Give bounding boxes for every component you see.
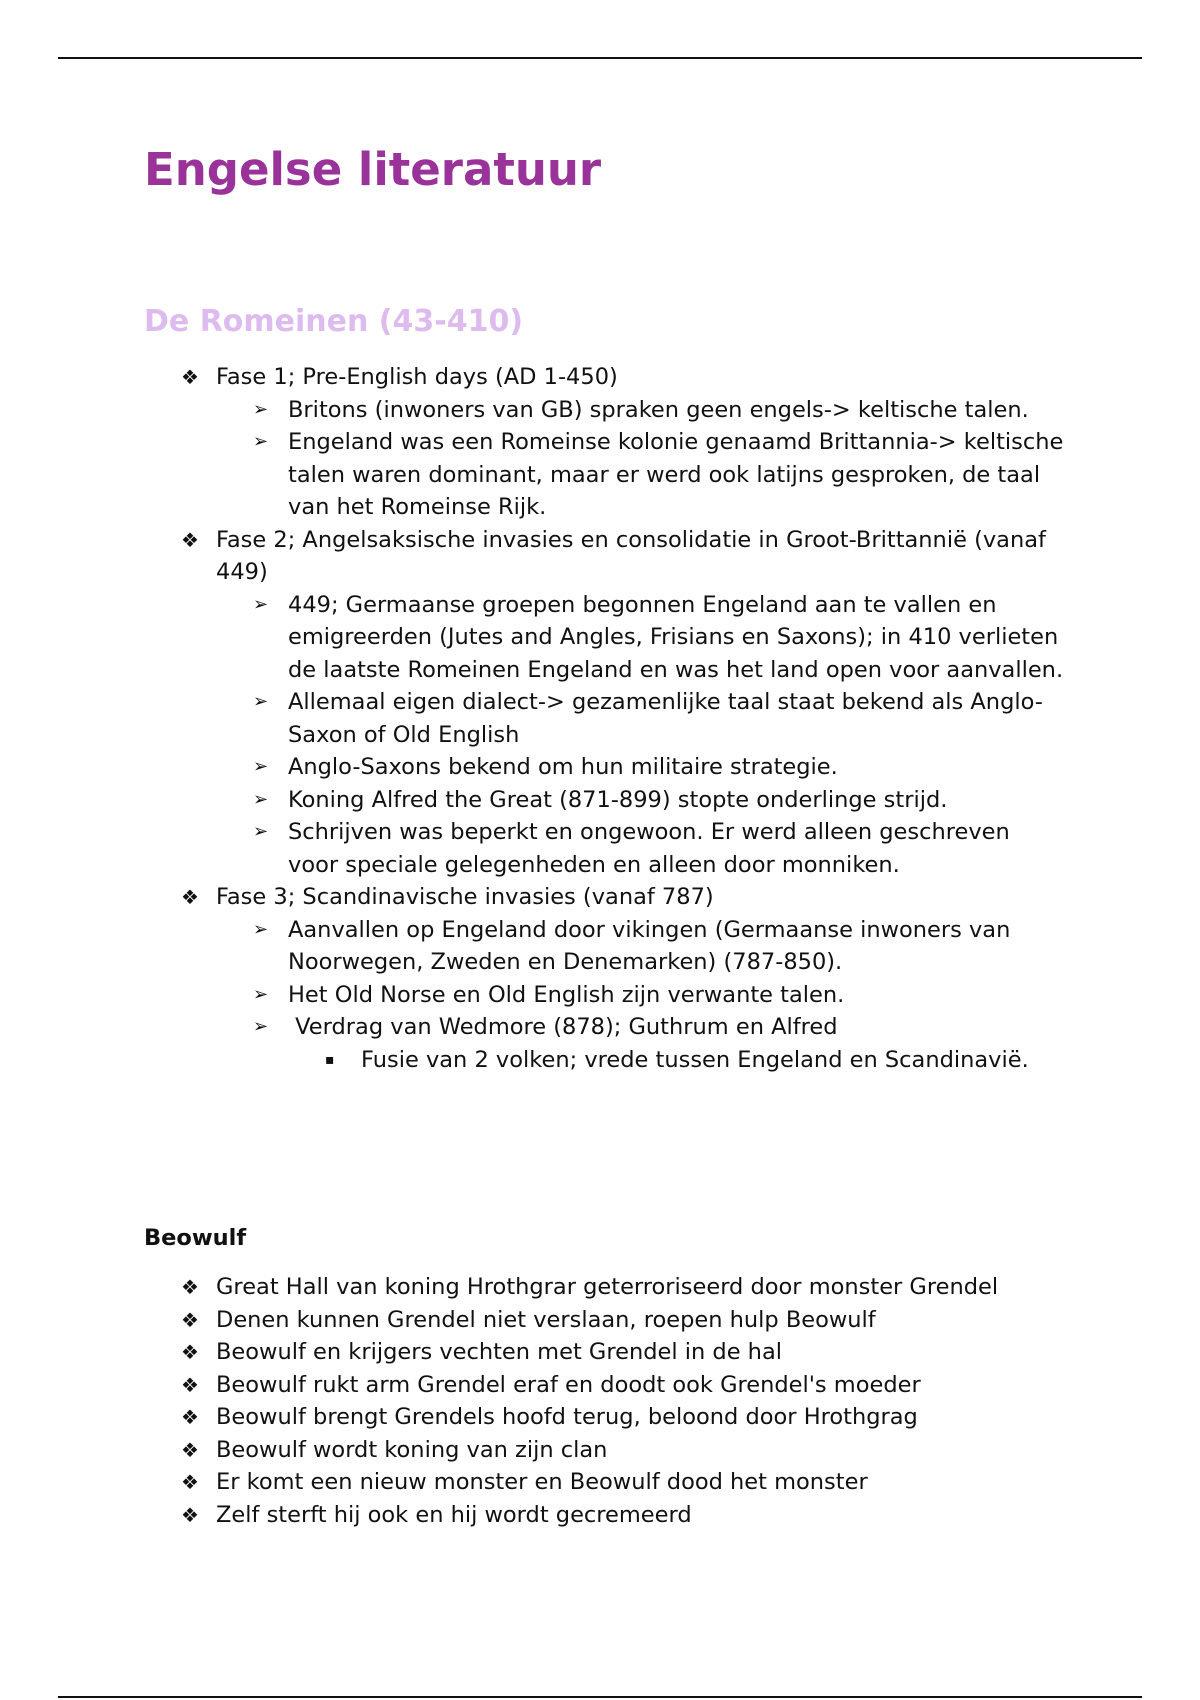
section-heading-romeinen: De Romeinen (43-410): [144, 304, 524, 339]
diamond-four-petal-icon: ❖: [181, 1340, 199, 1364]
list-item-text: Het Old Norse en Old English zijn verwante talen.: [288, 981, 845, 1008]
list-item: [144, 1369, 1104, 1402]
list-item: [144, 914, 1064, 979]
arrowhead-icon: ➢: [253, 756, 269, 777]
sub-list-item-text: Fusie van 2 volken; vrede tussen Engeland en Scandinavië.: [361, 1046, 1029, 1073]
list-item: [144, 1336, 1104, 1369]
document-title: Engelse literatuur: [144, 143, 602, 196]
list-item-text: Er komt een nieuw monster en Beowulf dood het monster: [216, 1469, 868, 1495]
list-item-text: Anglo-Saxons bekend om hun militaire strategie.: [288, 754, 838, 780]
diamond-four-petal-icon: ❖: [181, 1437, 199, 1462]
list-item-text: Aanvallen op Engeland door vikingen (Germaanse inwoners van Noorwegen, Zweden en Denemarken) (787-850).: [288, 916, 1011, 975]
list-item: [144, 589, 1064, 687]
list-item-text: Schrijven was beperkt en ongewoon. Er werd alleen geschreven voor speciale gelegenheden en alleen door monniken.: [288, 819, 1010, 878]
arrowhead-icon: ➢: [253, 1016, 269, 1037]
list-item: [144, 394, 1064, 427]
arrowhead-icon: ➢: [253, 788, 269, 810]
diamond-four-petal-icon: ❖: [181, 1275, 199, 1299]
list-item-text: Beowulf rukt arm Grendel eraf en doodt ook Grendel's moeder: [216, 1371, 921, 1398]
square-icon: ▪: [325, 1051, 335, 1068]
list-item-text: Engeland was een Romeinse kolonie genaamd Brittannia-> keltische talen waren dominant, maar er werd ook latijns gesproken, de taal van het Romeinse Rijk.: [288, 429, 1064, 520]
arrowhead-icon: ➢: [253, 431, 269, 452]
list-item: [144, 979, 1064, 1012]
list-item-text: Beowulf en krijgers vechten met Grendel in de hal: [216, 1339, 782, 1365]
diamond-four-petal-icon: ❖: [181, 527, 199, 552]
list-item: [144, 1499, 1104, 1532]
phase-item: [144, 881, 1064, 914]
bottom-rule: [58, 1696, 1142, 1698]
arrowhead-icon: ➢: [253, 691, 269, 712]
list-item-text: Beowulf brengt Grendels hoofd terug, beloond door Hrothgrag: [216, 1404, 918, 1430]
list-item: [144, 784, 1064, 817]
list-item: [144, 816, 1064, 881]
arrowhead-icon: ➢: [253, 918, 269, 940]
list-item-text: 449; Germaanse groepen begonnen Engeland aan te vallen en emigreerden (Jutes and Angles, Frisians en Saxons); in 410 verlieten de laatste Romeinen Engeland en was het land open voor aanvallen.: [288, 591, 1064, 683]
list-item: [144, 1466, 1104, 1499]
phase-item: [144, 361, 1064, 394]
diamond-four-petal-icon: ❖: [181, 1307, 199, 1332]
list-item-text: Denen kunnen Grendel niet verslaan, roepen hulp Beowulf: [216, 1306, 876, 1333]
arrowhead-icon: ➢: [253, 821, 269, 842]
list-item: [144, 686, 1064, 751]
list-item-text: Britons (inwoners van GB) spraken geen engels-> keltische talen.: [288, 396, 1029, 423]
diamond-four-petal-icon: ❖: [181, 365, 199, 389]
arrowhead-icon: ➢: [253, 593, 269, 615]
phases-list: [144, 361, 1064, 1076]
list-item-text: Zelf sterft hij ook en hij wordt gecremeerd: [216, 1501, 692, 1528]
phase-label: Fase 3; Scandinavische invasies (vanaf 787): [216, 884, 714, 910]
list-item: [144, 426, 1064, 524]
diamond-four-petal-icon: ❖: [181, 1502, 199, 1527]
diamond-four-petal-icon: ❖: [181, 1405, 199, 1429]
beowulf-heading: Beowulf: [144, 1225, 247, 1251]
list-item-text: Beowulf wordt koning van zijn clan: [216, 1436, 608, 1463]
diamond-four-petal-icon: ❖: [181, 1372, 199, 1397]
list-item-text: Great Hall van koning Hrothgrar geterroriseerd door monster Grendel: [216, 1274, 999, 1300]
list-item: [144, 1304, 1104, 1337]
list-item: [144, 1271, 1104, 1304]
list-item-text: Koning Alfred the Great (871-899) stopte onderlinge strijd.: [288, 786, 948, 813]
list-item: [144, 1401, 1104, 1434]
phase-item: [144, 524, 1064, 589]
list-item-text: Verdrag van Wedmore (878); Guthrum en Alfred: [288, 1014, 838, 1040]
phase-label: Fase 1; Pre-English days (AD 1-450): [216, 364, 618, 390]
top-rule: [58, 57, 1142, 59]
arrowhead-icon: ➢: [253, 398, 269, 420]
phase-label: Fase 2; Angelsaksische invasies en consolidatie in Groot-Brittannië (vanaf 449): [216, 526, 1046, 585]
diamond-four-petal-icon: ❖: [181, 1470, 199, 1494]
sub-list-item: [144, 1044, 1064, 1077]
list-item: [144, 751, 1064, 784]
diamond-four-petal-icon: ❖: [181, 885, 199, 909]
list-item: [144, 1011, 1064, 1044]
list-item: [144, 1434, 1104, 1467]
list-item-text: Allemaal eigen dialect-> gezamenlijke taal staat bekend als Anglo-Saxon of Old English: [288, 689, 1043, 748]
arrowhead-icon: ➢: [253, 983, 269, 1005]
beowulf-list: [144, 1271, 1104, 1531]
